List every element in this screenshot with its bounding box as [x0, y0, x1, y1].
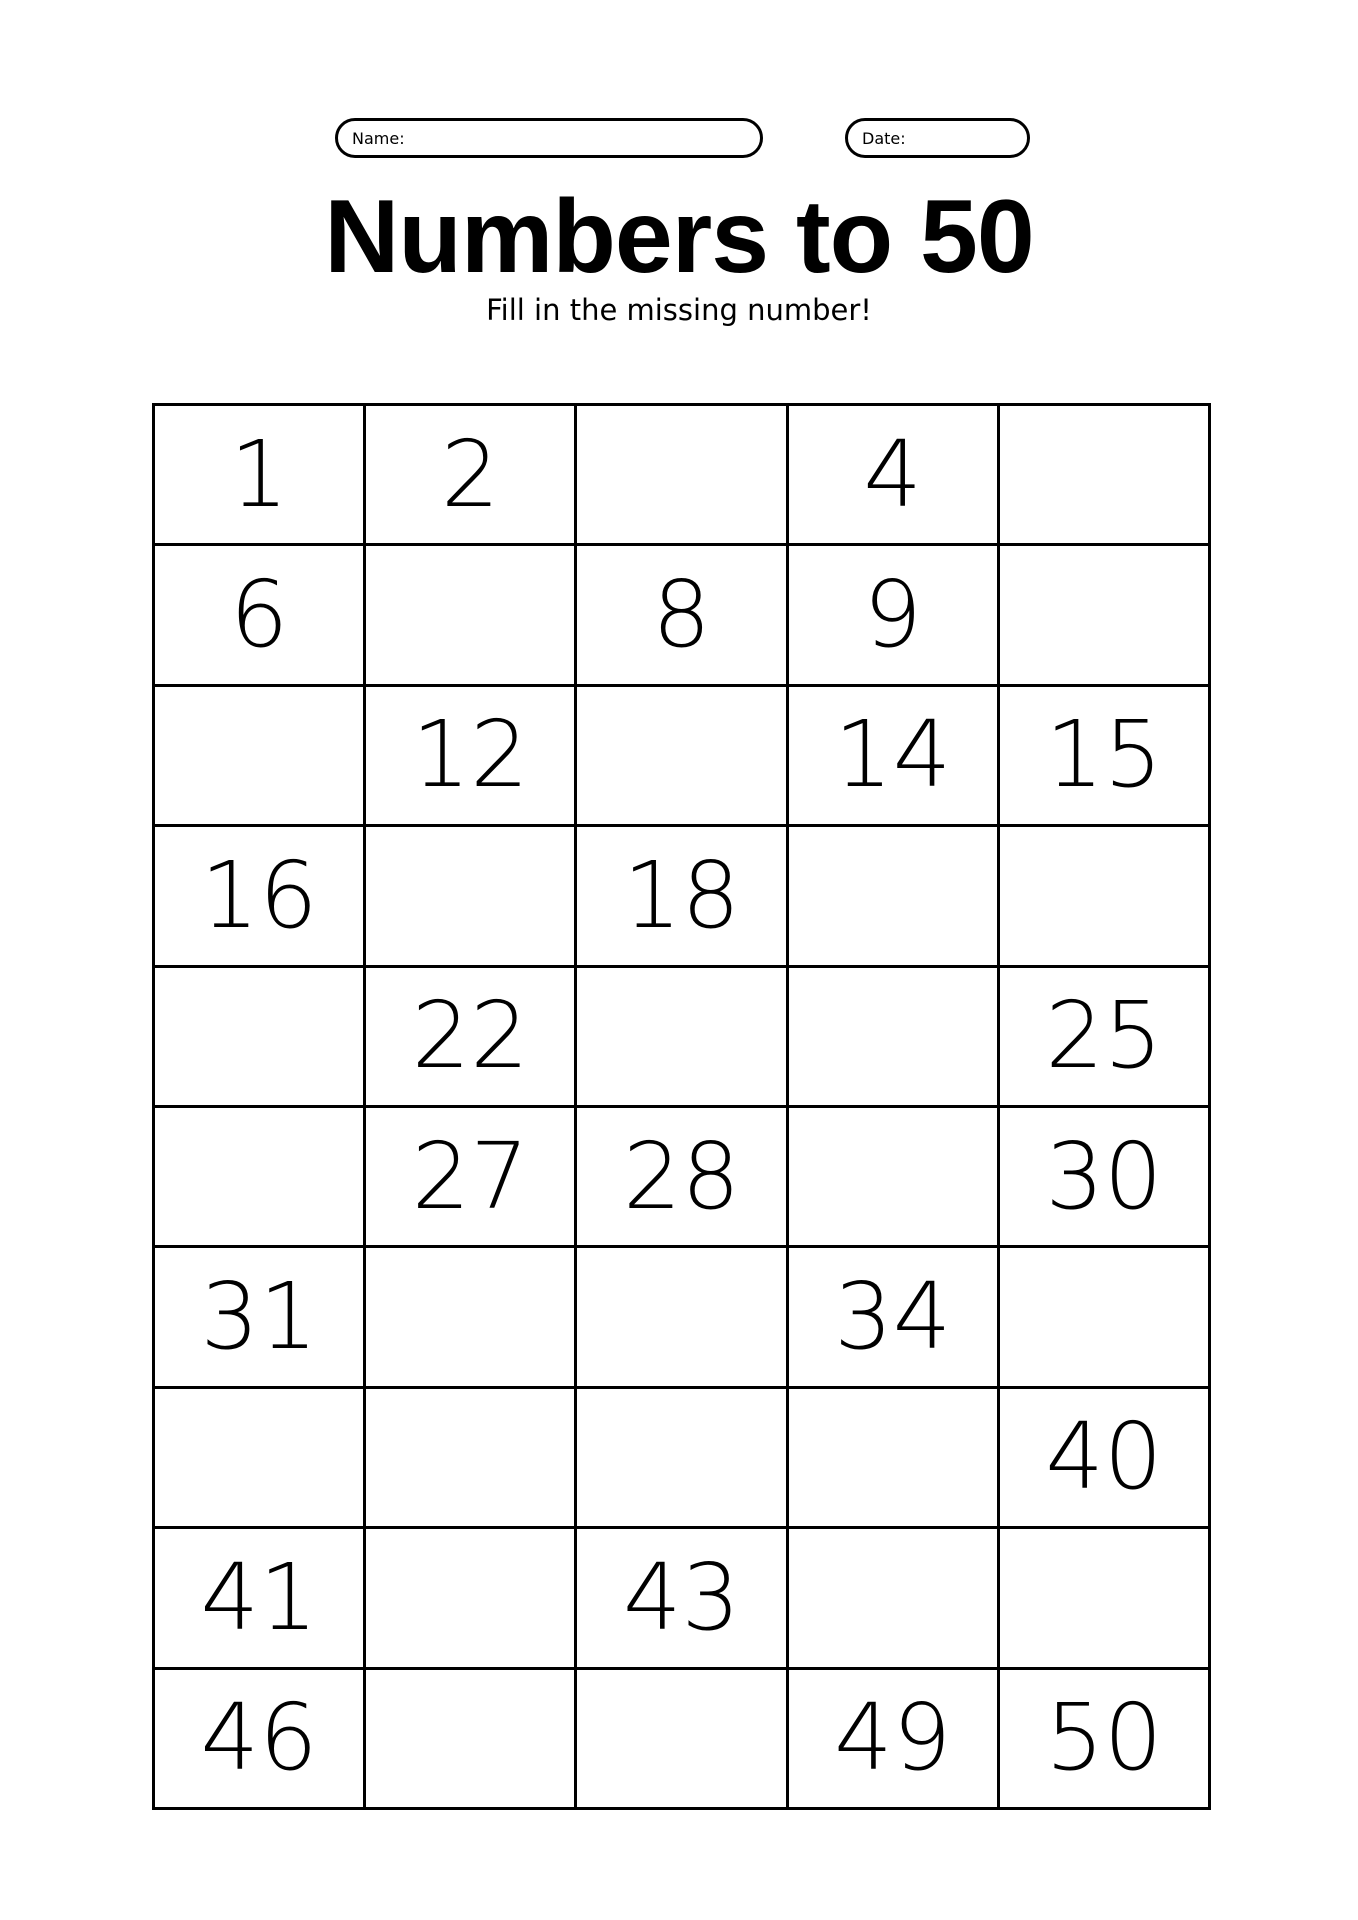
number-cell: 46 — [155, 1670, 366, 1810]
blank-number-cell[interactable] — [789, 1108, 1000, 1248]
number-cell: 27 — [366, 1108, 577, 1248]
blank-number-cell[interactable] — [1000, 406, 1211, 546]
blank-number-cell[interactable] — [577, 1670, 788, 1810]
blank-number-cell[interactable] — [366, 827, 577, 967]
number-cell: 34 — [789, 1248, 1000, 1388]
blank-number-cell[interactable] — [1000, 1529, 1211, 1669]
number-cell: 18 — [577, 827, 788, 967]
name-label: Name: — [352, 128, 405, 148]
number-cell: 1 — [155, 406, 366, 546]
number-cell: 12 — [366, 687, 577, 827]
blank-number-cell[interactable] — [577, 968, 788, 1108]
blank-number-cell[interactable] — [789, 1529, 1000, 1669]
number-cell: 40 — [1000, 1389, 1211, 1529]
number-cell: 2 — [366, 406, 577, 546]
number-cell: 41 — [155, 1529, 366, 1669]
blank-number-cell[interactable] — [155, 687, 366, 827]
page-title: Numbers to 50 — [324, 179, 1034, 295]
name-field[interactable] — [335, 118, 763, 158]
number-cell: 25 — [1000, 968, 1211, 1108]
blank-number-cell[interactable] — [789, 1389, 1000, 1529]
blank-number-cell[interactable] — [366, 1529, 577, 1669]
blank-number-cell[interactable] — [366, 546, 577, 686]
blank-number-cell[interactable] — [1000, 827, 1211, 967]
number-cell: 4 — [789, 406, 1000, 546]
number-cell: 30 — [1000, 1108, 1211, 1248]
blank-number-cell[interactable] — [1000, 1248, 1211, 1388]
blank-number-cell[interactable] — [789, 968, 1000, 1108]
date-label: Date: — [862, 128, 906, 148]
number-cell: 15 — [1000, 687, 1211, 827]
blank-number-cell[interactable] — [155, 968, 366, 1108]
blank-number-cell[interactable] — [789, 827, 1000, 967]
blank-number-cell[interactable] — [366, 1248, 577, 1388]
number-grid — [152, 403, 1211, 1810]
number-cell: 6 — [155, 546, 366, 686]
blank-number-cell[interactable] — [577, 1389, 788, 1529]
blank-number-cell[interactable] — [155, 1108, 366, 1248]
number-cell: 22 — [366, 968, 577, 1108]
date-field[interactable] — [845, 118, 1030, 158]
number-cell: 43 — [577, 1529, 788, 1669]
number-cell: 28 — [577, 1108, 788, 1248]
number-cell: 8 — [577, 546, 788, 686]
blank-number-cell[interactable] — [577, 406, 788, 546]
blank-number-cell[interactable] — [1000, 546, 1211, 686]
number-cell: 31 — [155, 1248, 366, 1388]
number-cell: 9 — [789, 546, 1000, 686]
blank-number-cell[interactable] — [577, 687, 788, 827]
number-cell: 50 — [1000, 1670, 1211, 1810]
blank-number-cell[interactable] — [155, 1389, 366, 1529]
blank-number-cell[interactable] — [366, 1670, 577, 1810]
number-cell: 16 — [155, 827, 366, 967]
blank-number-cell[interactable] — [366, 1389, 577, 1529]
number-cell: 49 — [789, 1670, 1000, 1810]
instructions: Fill in the missing number! — [486, 293, 872, 327]
number-cell: 14 — [789, 687, 1000, 827]
blank-number-cell[interactable] — [577, 1248, 788, 1388]
